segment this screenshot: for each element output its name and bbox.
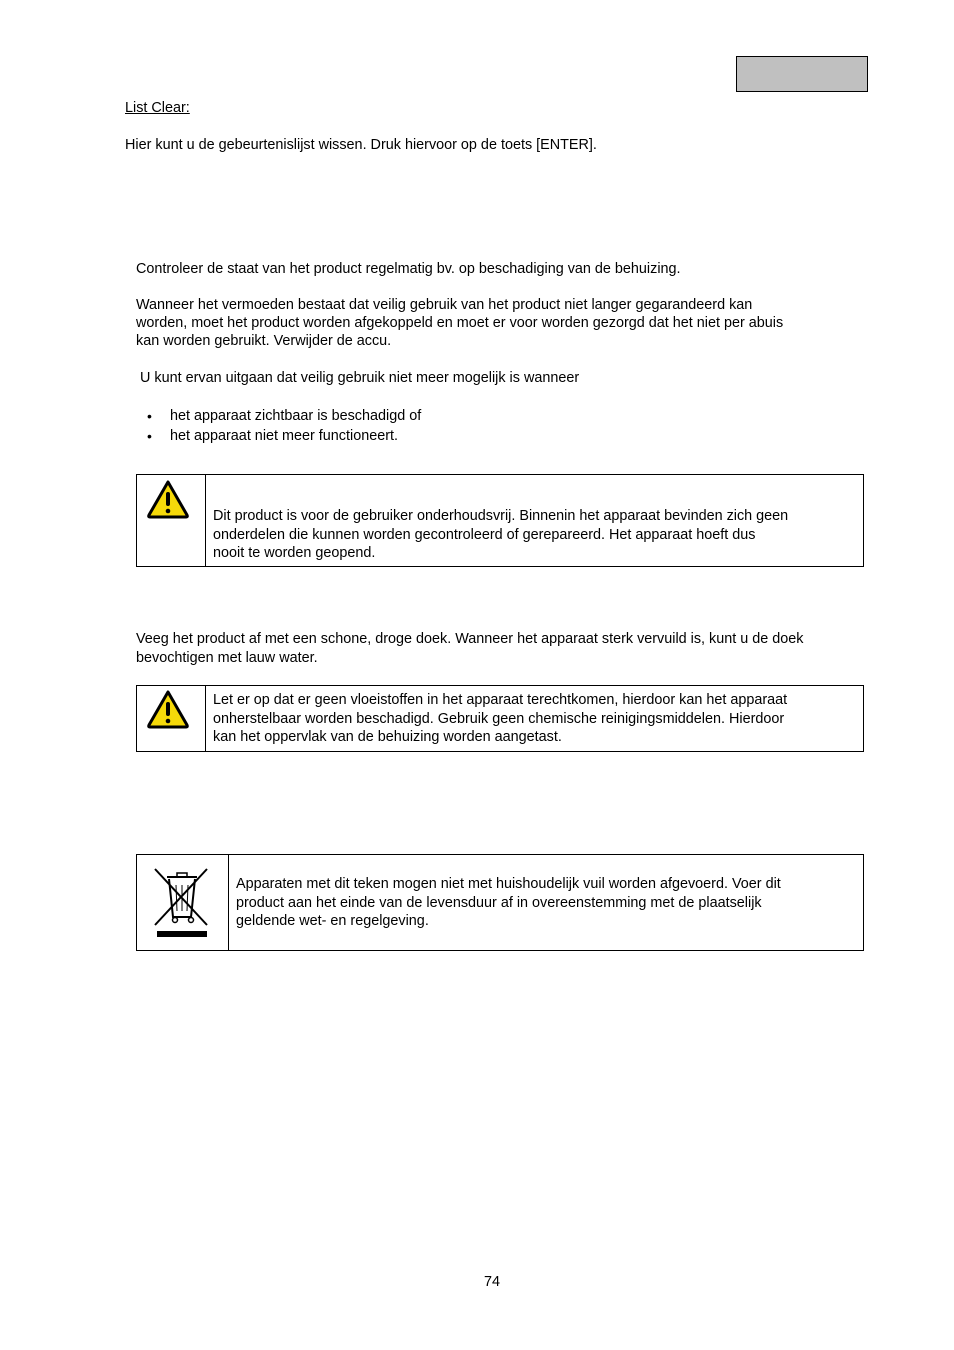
notice-text: Dit product is voor de gebruiker onderhoudsvrij. Binnenin het apparaat bevinden zich geen onderdelen die kunnen worden gecontroleerd of gerepareerd. Het apparaat hoeft dus nooit te worden geopend.	[213, 508, 789, 561]
list-clear-description: Hier kunt u de gebeurtenislijst wissen. Druk hiervoor op de toets [ENTER].	[125, 137, 597, 153]
page-number: 74	[483, 1274, 500, 1290]
disposal-notice	[136, 854, 864, 951]
warning-triangle-icon	[146, 689, 190, 729]
maintenance-paragraph-3: U kunt ervan uitgaan dat veilig gebruik niet meer mogelijk is wanneer	[136, 370, 580, 386]
language-tab	[736, 56, 868, 92]
maintenance-warning-notice	[136, 474, 864, 567]
maintenance-paragraph-2-line-1: Wanneer het vermoeden bestaat dat veilig gebruik van het product niet langer gegarandeerd kan	[136, 297, 753, 313]
notice-icon-cell	[137, 686, 206, 751]
maintenance-paragraph-2-line-3: kan worden gebruikt. Verwijder de accu.	[136, 333, 392, 349]
notice-icon-cell	[137, 475, 206, 566]
maintenance-paragraph-2-line-2: worden, moet het product worden afgekoppeld en moet er voor worden gezorgd dat het niet per abuis	[136, 315, 784, 331]
list-item: • het apparaat niet meer functioneert.	[147, 428, 398, 444]
notice-text: Apparaten met dit teken mogen niet met huishoudelijk vuil worden afgevoerd. Voer dit product aan het einde van de levensduur af in overeenstemming met de plaatselijk geldende wet- en regelgeving.	[236, 876, 781, 929]
maintenance-bullet-list	[147, 407, 421, 447]
bullet-icon: •	[147, 408, 152, 424]
cleaning-paragraph-line-2: bevochtigen met lauw water.	[136, 650, 318, 666]
notice-icon-cell	[137, 855, 229, 950]
cleaning-warning-notice	[136, 685, 864, 752]
notice-text: Let er op dat er geen vloeistoffen in het apparaat terechtkomen, hierdoor kan het apparaat onherstelbaar worden beschadigd. Gebruik geen chemische reinigingsmiddelen. Hierdoor kan het oppervlak van de behuizing worden aangetast.	[213, 692, 788, 745]
cleaning-paragraph-line-1: Veeg het product af met een schone, droge doek. Wanneer het apparaat sterk vervuild is, kunt u de doek	[136, 631, 804, 647]
list-item: • het apparaat zichtbaar is beschadigd of	[147, 408, 422, 424]
bullet-icon: •	[147, 428, 152, 444]
maintenance-paragraph-1: Controleer de staat van het product regelmatig bv. op beschadiging van de behuizing.	[136, 261, 681, 277]
warning-triangle-icon	[146, 479, 190, 519]
crossed-out-bin-icon	[151, 867, 213, 939]
list-clear-heading: List Clear:	[125, 100, 190, 116]
